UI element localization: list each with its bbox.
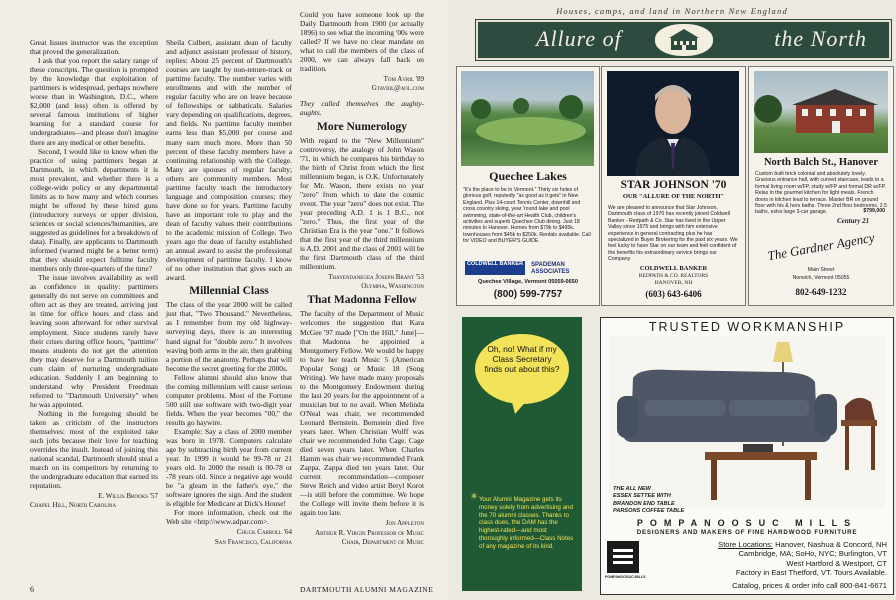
paragraph: The class of the year 2000 will be called just that, "Two Thousand." Nevertheless, as I remember from my old highway-surveying days, there is an interesting hand signal for "double zero." It involves waving both arms in the air, then grabbing a portion of the anatomy. Perhaps that will become the secret greeting for the 2000s. xyxy=(166,300,292,373)
letter-column-2 xyxy=(166,38,292,547)
brick-house-photo xyxy=(754,71,888,153)
pompanoosuc-logo-icon xyxy=(607,541,639,573)
paragraph: I ask that you report the salary range of these conscripts. The question is prompted by the knowledge that exploitation of parttimers is widespread, perhaps nowhere worse than in Washington, D.C., where $2,000 (and less) often is offered by several famous institutions of higher learning for a standard course for undergraduates—and please don't imagine there are any medical or other benefits. xyxy=(30,56,158,147)
furniture-photo xyxy=(609,336,885,508)
century21-logo: Century 21 xyxy=(837,217,870,225)
golf-course-photo xyxy=(461,71,594,166)
stores-line: Cambridge, MA; SoHo, NYC; Burlington, VT xyxy=(738,549,887,559)
stores-line: Hanover, Nashua & Concord, NH xyxy=(775,540,887,549)
ad-company-sub: REDPATH & CO. REALTORS xyxy=(638,273,709,279)
photo-caption xyxy=(613,486,684,516)
quechee-ad xyxy=(456,66,600,306)
magazine-footer: DARTMOUTH ALUMNI MAGAZINE xyxy=(300,585,434,594)
store-locations xyxy=(671,540,887,590)
caption-line: BRANDON END TABLE xyxy=(613,500,675,507)
catalog-line: Catalog, prices & order info call 800-841-6671 xyxy=(732,580,887,590)
signature-name: Thayendanegea Joseph Brant '53 xyxy=(328,273,424,282)
stores-line: West Hartford & Westport, CT xyxy=(786,558,887,568)
signature-place: Olympia, Washington xyxy=(361,282,424,291)
ad-company: COLDWELL BANKER xyxy=(639,265,708,272)
paragraph: The issue involves availability as well as confidence in quality: parttimers generally do not serve on committees and often act as they are treated, arriving just in time for office hours and class and leaving soon afterward for other survival employment. Since students rarely have their crises during office hours, "parttime" means students do not get the attention they may deserve for a Dartmouth tuition cum claim of nurturing undergraduate education. Suddenly I am beginning to understand why President Freedman referred to "Dartmouth University" when he was appointed. xyxy=(30,273,158,409)
signature-place: Chapel Hill, North Carolina xyxy=(30,501,117,510)
brand-name: POMPANOOSUC MILLS xyxy=(636,518,858,528)
ad-headline: TRUSTED WORKMANSHIP xyxy=(648,320,846,334)
signature-dept: Chair, Department of Music xyxy=(341,537,424,546)
ad-city: Norwich, Vermont 05055 xyxy=(792,275,850,281)
portrait-photo xyxy=(607,71,739,176)
letter-column-1 xyxy=(30,38,158,510)
signature-email: Gtavril@aol.com xyxy=(371,84,424,93)
ad-title: North Balch St., Hanover xyxy=(763,157,879,168)
signature-name: E. Willis Brooks '57 xyxy=(98,492,158,501)
signature-name: Chuck Carroll '64 xyxy=(236,528,292,537)
signature-place: San Francisco, California xyxy=(214,537,292,546)
paragraph: Nothing in the foregoing should be taken as criticism of the instructors themselves: most of the exploited take such jobs because their love for teaching overrides the insult. Instead of joining this national scandal, Dartmouth should steal a march on its competitors by returning to the undergraduate education that earned its reputation. xyxy=(30,408,158,491)
caption-line: PARSONS COFFEE TABLE xyxy=(613,508,685,515)
section-heading: That Madonna Fellow xyxy=(307,294,417,307)
spademan-logo: SPADEMAN ASSOCIATES xyxy=(531,262,570,275)
letter-column-3 xyxy=(300,10,424,547)
ad-title: Quechee Lakes xyxy=(489,169,567,183)
ad-phone: 802-649-1232 xyxy=(795,287,847,297)
ad-title: STAR JOHNSON '70 xyxy=(620,179,727,191)
signature-name: Tom Avril '89 xyxy=(383,75,424,84)
editor-note: They called themselves the aughty-aughts. xyxy=(300,99,424,118)
logo-caption: POMPANOOSUC MILLS xyxy=(605,575,646,579)
paragraph: Great Issues instructor was the exception that proved the generalization. xyxy=(30,38,158,57)
stores-line: Factory in East Thetford, VT. Tours Available. xyxy=(735,568,887,578)
caption-line: ESSEX SETTEE WITH xyxy=(613,493,671,500)
ad-body: "It's the place to be in Vermont." Thirty six holes of glorious golf, reputedly "as good as it gets" in New England. Plus 14-court Tennis Center, downhill and cross country skiing, year 'round lake and pool swimming, state-of-the-art Health Club, children's activities and superb Quechee Club dining. Just 18 minutes to Hanover. Homes from $79k to $495k, townhouses from $45k to $250k. Rentals available. Call for VIDEO and BUYER'S GUIDE. xyxy=(463,187,591,245)
ad-body: We are pleased to announce that Star Johnson, Dartmouth class of 1970 has recently joined Coldwell Banker - Redpath & Co. Star has lived in the Upper Valley since 1975 and brings with him extensive experience in general contracting plus he has specialized in Buyer Brokering for the past six years. We feel lucky to have Star on our team and feel confident of the benefits his extraordinary service brings our Company xyxy=(608,205,738,263)
gardner-agency-logo: The Gardner Agency xyxy=(766,229,876,264)
paragraph: Fellow alumni should also know that the coming millennium will cause serious computer problems. Most of the Fortune 500 still use software with two-digit year fields. When the year becomes "00," the results go haywire. xyxy=(166,372,292,427)
brand-tagline: DESIGNERS AND MAKERS OF FINE HARDWOOD FURNITURE xyxy=(636,529,858,536)
allure-banner xyxy=(476,20,891,60)
coldwell-banker-logo: COLDWELL BANKER xyxy=(465,261,525,275)
paragraph: Could you have someone look up the Daily Dartmouth from 1900 (or actually 1896) to see what the incoming '00s were called? If we have no clear mandate on what to call the members of the class of 2000, we can always fall back on tradition. xyxy=(300,10,424,74)
ad-city: HANOVER, NH xyxy=(654,280,693,286)
house-emblem-icon xyxy=(654,23,714,57)
speech-bubble-text: Oh, no! What if my Class Secretary finds out about this? xyxy=(484,344,560,374)
caption-line: THE ALL NEW xyxy=(613,486,651,492)
alumni-magazine-house-ad xyxy=(462,317,582,591)
banner-left-text: Allure of xyxy=(536,26,622,51)
north-balch-ad xyxy=(748,66,894,306)
signature-title: Arthur R. Virgin Professor of Music xyxy=(315,528,424,537)
stores-label: Store Locations: xyxy=(718,540,774,549)
signature-name: Jon Appleton xyxy=(385,519,424,528)
reply-paragraph: Sheila Culbert, assistant dean of faculty and adjunct assistant professor of history, replies: About 25 percent of Dartmouth's courses are taught by non-tenure-track or parttime faculty. The number varies with enrollments and with the number of regular faculty who are on leave because of fellowships or sabbaticals. Salaries vary depending on qualifications, degrees, and fields. No parttime faculty member earns less than $5,000 per course and many earn much more. More than 50 percent of these faculty members have a continuing relationship with the College. Many are spouses of regular faculty; others are community members. Most parttime faculty teach the introductory language and composition courses; they have done so for years. Parttime faculty have an important role to play and the dean of faculty values their contributions to the academic mission of College. Two years ago the dean of faculty established an annual award to assist the professional development of parttime faculty. I know of no other institution that gives such an award. xyxy=(166,38,292,283)
page-number: 6 xyxy=(30,585,34,594)
right-page xyxy=(448,0,896,600)
ad-price: $799,000 xyxy=(863,208,885,214)
ad-phone: (800) 599-7757 xyxy=(493,289,563,300)
pompanoosuc-ad xyxy=(600,317,894,595)
banner-right-text: the North xyxy=(774,26,867,51)
svg-text:*: * xyxy=(471,493,477,503)
ad-street: Main Street xyxy=(807,267,835,273)
ad-body: Custom built brick colonial and absolutely lovely. Gracious entrance hall, with curved staircase, leads to a formal living room w/FP, study w/FP and formal DR w/FP. Relax in the gourmet kitchen for light meals. French doors in kitchen lead to terrace. Master BR on ground floor with his & hers baths. Three 2nd floor bedrooms, 2.5 baths, extra large 3-car garage. xyxy=(755,171,887,216)
ad-phone: (603) 643-6406 xyxy=(645,289,702,299)
paragraph: With regard to the "New Millennium" controversy, the analogy of John Wason '71, in which he compares his birthday to the birth of Christ from which the first millennium began, is O.K. Unfortunately for Mr. Wason, there exists no year "zero" from which to date the cosmic event. The year "zero" does not exist. The year preceding A.D. 1 is 1 B.C., not "zero." Thus, the first year of the Christian Era is the year "one." It follows that the first year of the third millennium is A.D. 2001 and the class of 2001 will be the first Dartmouth class of the third millennium. xyxy=(300,135,424,272)
section-topline: Houses, camps, and land in Northern New England xyxy=(556,6,788,16)
house-ad-body: Your Alumni Magazine gets its money solely from advertising and the 70 alumni classes. Thanks to class dues, the DAM has the highest-rated—and most thoroughly informed—Class Notes of any magazine of its kind. xyxy=(479,496,574,550)
section-heading: More Numerology xyxy=(317,120,407,133)
star-johnson-ad xyxy=(601,66,746,306)
ad-subtitle: OUR "ALLURE OF THE NORTH" xyxy=(622,193,725,200)
ad-address: Quechee Village, Vermont 05059-0650 xyxy=(477,279,579,285)
section-heading: Millennial Class xyxy=(189,285,269,298)
paragraph: For more information, check out the Web site <http:\\www.adpar.com>. xyxy=(166,508,292,527)
speech-bubble-tail-icon xyxy=(511,398,531,416)
paragraph: Example: Say a class of 2000 member was born in 1978. Computers calculate age by subtracting birth year from current year. In 1999 it would be 99-78 or 21 years old. In 2000 the result is 00-78 or -78 years old. Since a negative age would be "a gleam in the father's eye," the software ignores the sign. And the student is eligible for Medicare at Dick's House! xyxy=(166,426,292,509)
paragraph: Second, I would like to know when the practice of using parttimers began at Dartmouth, in which departments it is most prevalent, and whether there is a college-wide policy or any departmental limits as to how many and which courses might be offered by these hired guns (introductory surveys or upper division, sciences or social sciences/humanities, are suggested as guidelines for a breakdown of data). Finally, are applicants to Dartmouth informed (warned might be a better term) that they should expect fulltime faculty members only three-quarters of the time? xyxy=(30,146,158,274)
paragraph: The faculty of the Department of Music welcomes the suggestion that Kara McGee '97 made ["On the Hill," June]—that Madonna be appointed a Montgomery Fellow. We would be happy to have her teach Music 5 (American Popular Song) or Music 18 (Song Writing). We have made many proposals to the Montgomery Endowment during the last 20 years for the appointment of a musician but to no avail. When Melinda O'Neal was chair, we recommended Leonard Bernstein. Bernstein died five years later. When Christian Wolff was chair we recommended John Cage. Cage died seven years later. When Charles Hamm was chair we recommended Frank Zappa. Zappa died ten years later. Our current recommendation—composer Steve Reich and video artist Beryl Korot—is still before the committee. We hope the College will invite them before it is again too late. xyxy=(300,309,424,518)
